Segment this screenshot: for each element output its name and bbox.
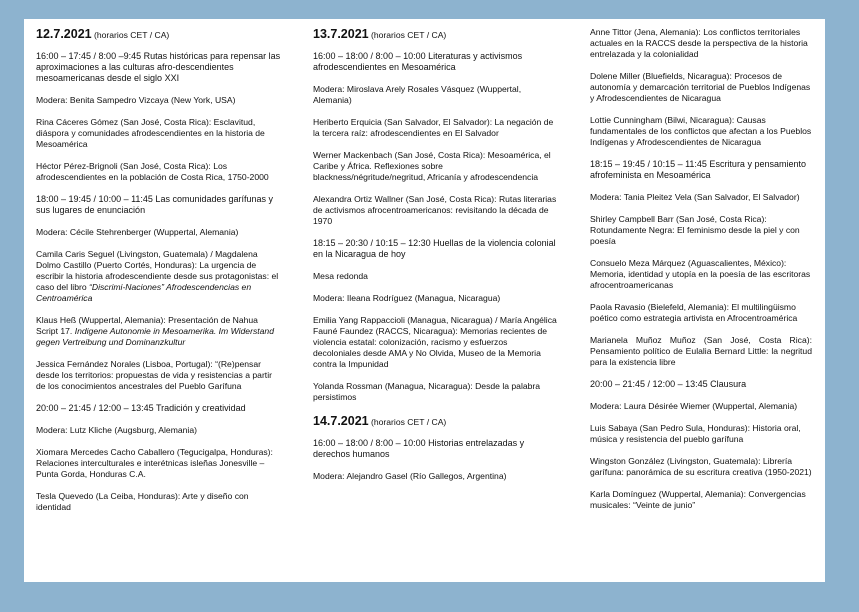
session-title: 16:00 – 18:00 / 8:00 – 10:00 Literaturas y activismos afrodescendientes en Mesoamérica <box>313 51 523 72</box>
talk: Emilia Yang Rappaccioli (Managua, Nicaragua) / María Angélica Fauné Faundez (RACCS, Nicaragua): Memorias recientes de violencia estatal: colonización, racismo y esfuerzos decoloniales desde AMA y No Olvida, Museo de la Memoria contra la Impunidad <box>313 315 557 369</box>
date-heading <box>36 27 282 42</box>
session-title: 16:00 – 17:45 / 8:00 –9:45 Rutas históricas para repensar las aproximaciones a las culturas afro-descendientes mesoamericanas desde el siglo XXI <box>36 51 281 83</box>
session-title: 20:00 – 21:45 / 12:00 – 13:45 Tradición y creatividad <box>36 403 246 413</box>
date-heading <box>313 27 557 42</box>
talk: Yolanda Rossman (Managua, Nicaragua): Desde la palabra persistimos <box>313 381 541 402</box>
talk-text: Camila Caris Seguel (Livingston, Guatemala) / Magdalena Dolmo Castillo (Puerto Cortés, Honduras): La urgencia de escribir la historia afrodescendiente desde sus protagonistas: el caso del libro <box>36 249 279 292</box>
moderator: Modera: Benita Sampedro Vizcaya (New York, USA) <box>36 95 236 105</box>
format-note: Mesa redonda <box>313 271 368 281</box>
talk: Tesla Quevedo (La Ceiba, Honduras): Arte y diseño con identidad <box>36 491 249 512</box>
session-title: 16:00 – 18:00 / 8:00 – 10:00 Historias entrelazadas y derechos humanos <box>313 438 525 459</box>
moderator: Modera: Miroslava Arely Rosales Vásquez (Wuppertal, Alemania) <box>313 84 522 105</box>
talk: Luis Sabaya (San Pedro Sula, Honduras): Historia oral, música y resistencia del pueblo garífuna <box>590 423 801 444</box>
session-title: 18:15 – 20:30 / 10:15 – 12:30 Huellas de la violencia colonial en la Nicaragua de hoy <box>313 238 556 259</box>
timezone-note: (horarios CET / CA) <box>94 30 170 40</box>
book-title: Indigene Autonomie in Mesoamerika. Im Widerstand gegen Vertreibung und Dominanzkultur <box>36 326 274 347</box>
talk: Jessica Fernández Norales (Lisboa, Portugal): “(Re)pensar desde los territorios: propuestas de vida y resistencias a partir de los conocimientos ancestrales del Pueblo Garífuna <box>36 359 272 391</box>
program-page <box>24 19 825 582</box>
date: 12.7.2021 <box>36 27 92 41</box>
talk: Marianela Muñoz Muñoz (San José, Costa Rica): Pensamiento político de Eulalia Bernard Little: la negritud para la existencia libre <box>590 335 812 367</box>
column-july-14-continued <box>590 27 812 511</box>
talk: Rina Cáceres Gómez (San José, Costa Rica): Esclavitud, diáspora y comunidades afrodescendientes en la historia de Mesoamérica <box>36 117 265 149</box>
talk: Shirley Campbell Barr (San José, Costa Rica): Rotundamente Negra: El feminismo desde la piel y con poesía <box>590 214 800 246</box>
moderator: Modera: Lutz Kliche (Augsburg, Alemania) <box>36 425 197 435</box>
talk: Heriberto Erquicia (San Salvador, El Salvador): La negación de la tercera raíz: afrodescendientes en El Salvador <box>313 117 554 138</box>
date: 14.7.2021 <box>313 414 369 428</box>
session-title: 20:00 – 21:45 / 12:00 – 13:45 Clausura <box>590 379 747 389</box>
session-title: 18:00 – 19:45 / 10:00 – 11:45 Las comunidades garífunas y sus lugares de enunciación <box>36 194 274 215</box>
session-title: 18:15 – 19:45 / 10:15 – 11:45 Escritura y pensamiento afrofeminista en Mesoamérica <box>590 159 806 180</box>
talk <box>36 315 282 348</box>
talk: Consuelo Meza Márquez (Aguascalientes, México): Memoria, identidad y utopía en la poesía de las escritoras afrocentroamericanas <box>590 258 811 290</box>
talk: Wingston González (Livingston, Guatemala): Librería garífuna: panorámica de su escritura creativa (1950-2021) <box>590 456 812 477</box>
moderator: Modera: Alejandro Gasel (Río Gallegos, Argentina) <box>313 471 507 481</box>
talk: Paola Ravasio (Bielefeld, Alemania): El multilingüismo poético como estrategia artivista en Afrocentroamérica <box>590 302 798 323</box>
column-july-13 <box>313 27 557 482</box>
moderator: Modera: Tania Pleitez Vela (San Salvador, El Salvador) <box>590 192 800 202</box>
talk <box>36 249 282 304</box>
book-title: “Discrimi-Naciones” Afrodescendencias en Centroamérica <box>36 282 252 303</box>
date-heading <box>313 414 557 429</box>
talk: Héctor Pérez-Brignoli (San José, Costa Rica): Los afrodescendientes en la población de Costa Rica, 1750-2000 <box>36 161 269 182</box>
talk: Alexandra Ortiz Wallner (San José, Costa Rica): Rutas literarias de activismos afrocentroamericanos: revisitando la década de 1970 <box>313 194 557 226</box>
talk: Lottie Cunningham (Bilwi, Nicaragua): Causas fundamentales de los conflictos que afectan a los Pueblos Indígenas y Afrodescendientes de Nicaragua <box>590 115 812 147</box>
talk: Dolene Miller (Bluefields, Nicaragua): Procesos de autonomía y demarcación territorial de Pueblos Indígenas y Afrodescendientes de Nicaragua <box>590 71 811 103</box>
talk: Karla Domínguez (Wuppertal, Alemania): Convergencias musicales: “Veinte de junio” <box>590 489 806 510</box>
talk-text: Klaus Heß (Wuppertal, Alemania): Presentación de Nahua Script 17. <box>36 315 258 336</box>
timezone-note: (horarios CET / CA) <box>371 417 447 427</box>
talk: Werner Mackenbach (San José, Costa Rica): Mesoamérica, el Caribe y África. Reflexiones sobre blackness/négritude/negritud, Africanía y afrodescendencia <box>313 150 551 182</box>
moderator: Modera: Ileana Rodríguez (Managua, Nicaragua) <box>313 293 501 303</box>
timezone-note: (horarios CET / CA) <box>371 30 447 40</box>
talk: Xiomara Mercedes Cacho Caballero (Tegucigalpa, Honduras): Relaciones interculturales e interétnicas isleñas Jonesville – Punta Gorda, Honduras C.A. <box>36 447 273 479</box>
date: 13.7.2021 <box>313 27 369 41</box>
moderator: Modera: Cécile Stehrenberger (Wuppertal, Alemania) <box>36 227 239 237</box>
talk: Anne Tittor (Jena, Alemania): Los conflictos territoriales actuales en la RACCS desde la perspectiva de la historia entrelazada y la colonialidad <box>590 27 808 59</box>
moderator: Modera: Laura Désirée Wiemer (Wuppertal, Alemania) <box>590 401 798 411</box>
column-july-12 <box>36 27 282 513</box>
